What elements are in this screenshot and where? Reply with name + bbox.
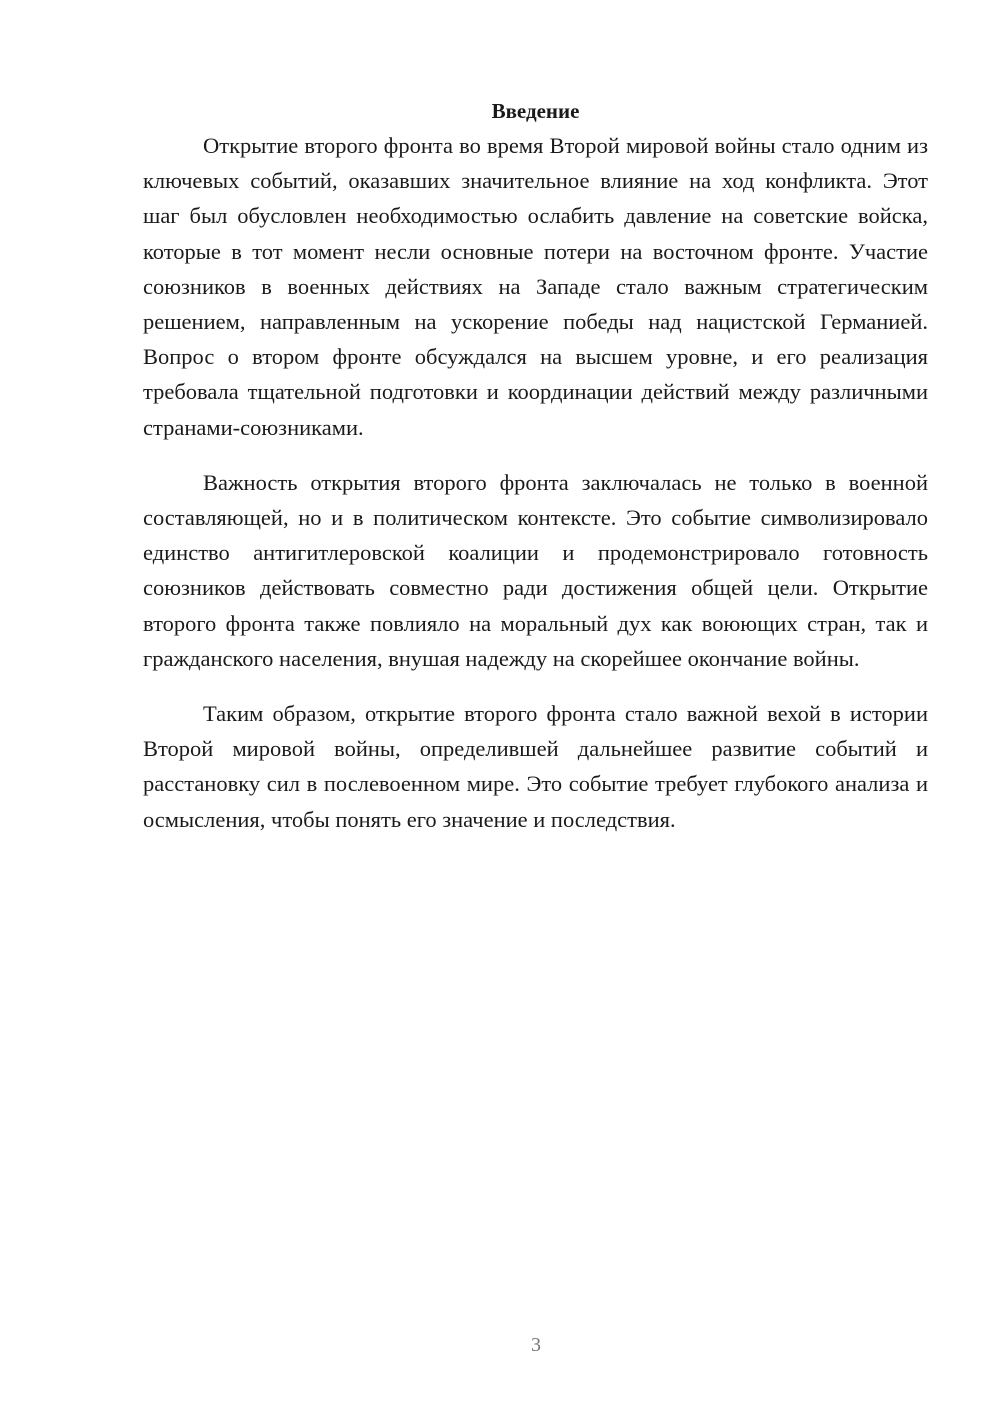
section-heading: Введение (491, 99, 580, 123)
paragraph-1: Открытие второго фронта во время Второй мировой войны стало одним из ключевых событий, оказавших значительное влияние на ход конфликта. Этот шаг был обусловлен необходимостью ослабить давление на советские войска, которые в тот момент несли основные потери на восточном фронте. Участие союзников в военных действиях на Западе стало важным стратегическим решением, направленным на ускорение победы над нацистской Германией. Вопрос о втором фронте обсуждался на высшем уровне, и его реализация требовала тщательной подготовки и координации действий между различными странами-союзниками. (143, 133, 928, 440)
page-number: 3 (531, 1334, 541, 1356)
paragraph-3: Таким образом, открытие второго фронта стало важной вехой в истории Второй мировой войны, определившей дальнейшее развитие событий и расстановку сил в послевоенном мире. Это событие требует глубокого анализа и осмысления, чтобы понять его значение и последствия. (143, 701, 928, 832)
page-content (143, 96, 928, 857)
paragraph-2: Важность открытия второго фронта заключалась не только в военной составляющей, но и в политическом контексте. Это событие символизировало единство антигитлеровской коалиции и продемонстрировало готовность союзников действовать совместно ради достижения общей цели. Открытие второго фронта также повлияло на моральный дух как воюющих стран, так и гражданского населения, внушая надежду на скорейшее окончание войны. (143, 469, 928, 671)
